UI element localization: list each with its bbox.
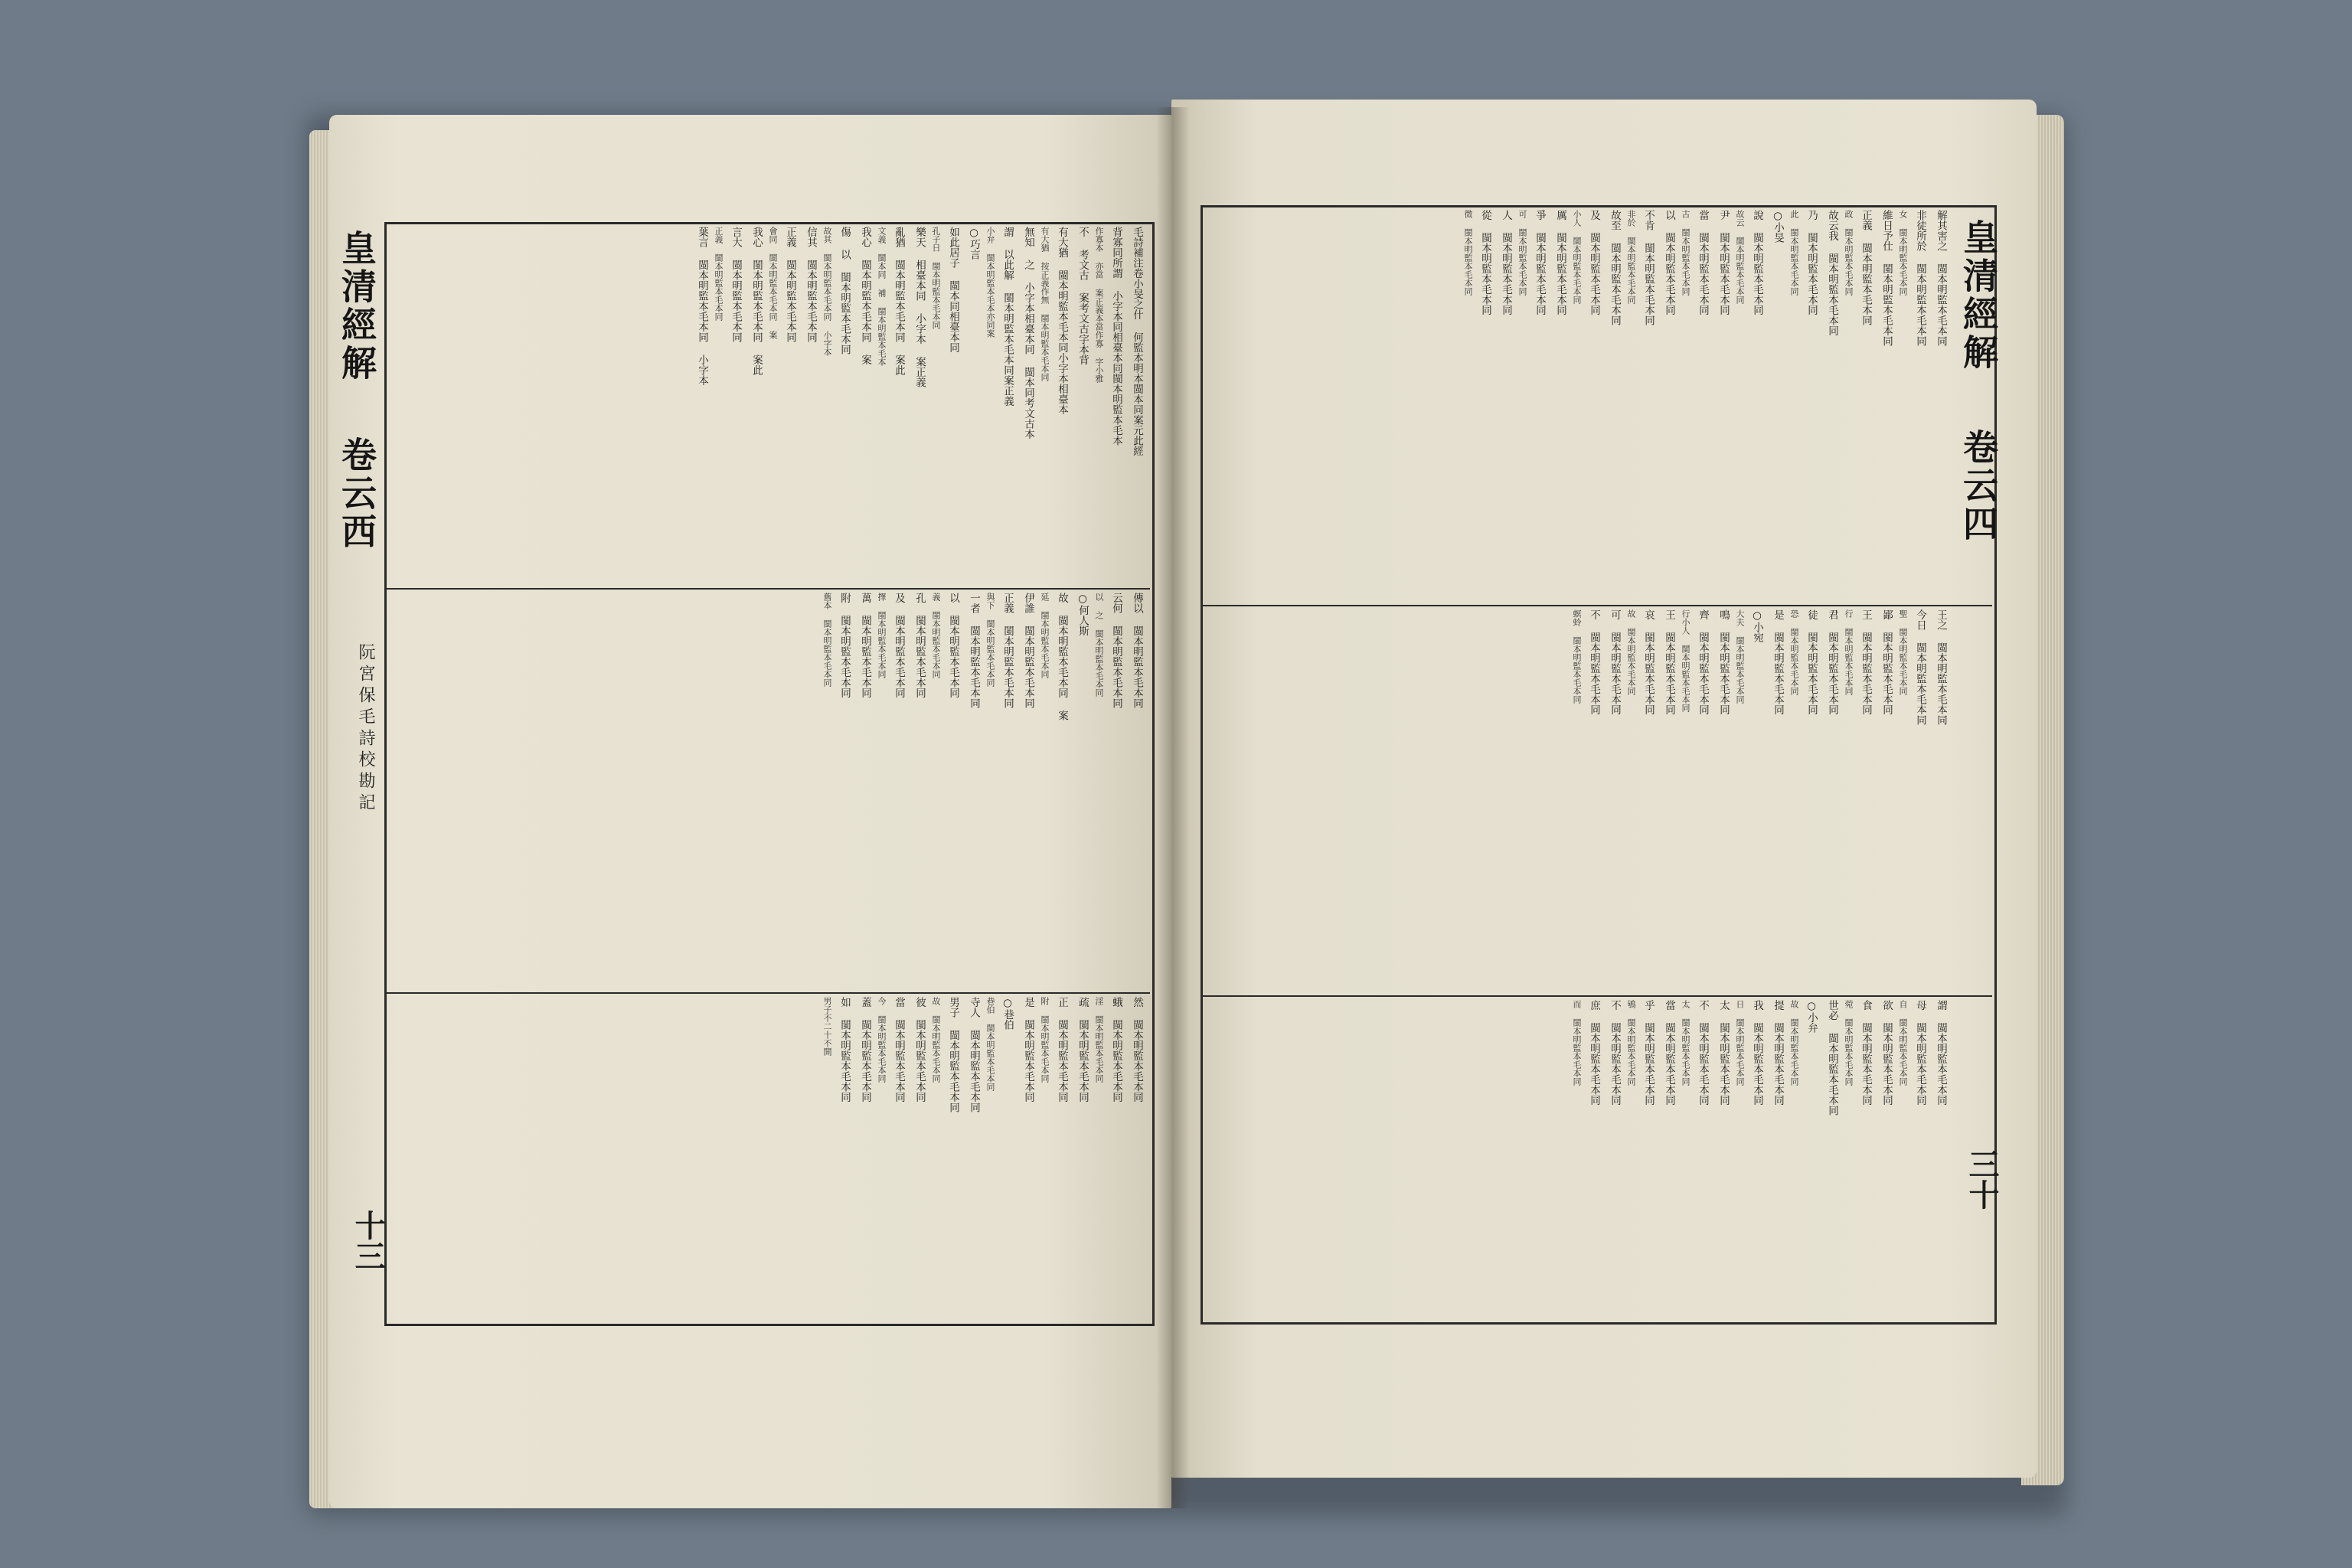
text-column: 可 閩本明監本毛本同	[1517, 210, 1527, 296]
text-column: 無知 之 小字本相臺本同 閩本同考文古本	[1022, 227, 1034, 439]
text-column: 如此居子 閩本同相臺本同	[947, 227, 959, 353]
text-column: 行小人 閩本明監本毛本同	[1681, 609, 1690, 712]
text-column: 人 閩本明監本毛本同	[1500, 210, 1512, 315]
text-column: 信其 閩本明監本毛本同	[805, 227, 817, 342]
text-column: 大夫 閩本明監本毛本同	[1735, 609, 1745, 704]
text-column: 正義 閩本明監本毛本同	[1860, 210, 1872, 325]
left-page-volume: 卷云西	[336, 436, 377, 551]
text-column: 今 閩本明監本毛本同	[877, 997, 887, 1083]
left-page-attribution: 阮宮保毛詩校勘記	[356, 643, 375, 815]
text-column: 可 閩本明監本毛本同	[1609, 609, 1621, 715]
right-page-middle-band	[1207, 609, 1951, 992]
text-column: 寺人 閩本明監本毛本同	[968, 997, 980, 1112]
text-column: 不 閩本明監本毛本同	[1609, 1000, 1621, 1106]
right-page-top-band	[1207, 210, 1951, 602]
text-column: 巷伯 閩本明監本毛本同	[985, 997, 995, 1091]
text-column: 我心 閩本明監本毛本同 案此	[750, 227, 763, 375]
text-column: 亂猶 閩本明監本毛本同 案此	[893, 227, 905, 375]
text-column: 蛾 閩本明監本毛本同	[1110, 997, 1122, 1102]
text-column: 舊本 閩本明監本毛本同	[822, 593, 832, 687]
text-column: 疏 閩本明監本毛本同	[1076, 997, 1089, 1102]
text-column: 擇 閩本明監本毛本同	[877, 593, 887, 678]
text-column: 故云 閩本明監本毛本同	[1735, 210, 1745, 304]
text-column: 王 閩本明監本毛本同	[1860, 609, 1872, 715]
text-column: 太 閩本明監本毛本同	[1717, 1000, 1730, 1106]
text-column: 欲 閩本明監本毛本同	[1880, 1000, 1893, 1106]
text-column: 正 閩本明監本毛本同	[1056, 997, 1068, 1102]
text-column: 王 閩本明監本毛本同	[1663, 609, 1675, 715]
text-column: 政 閩本明監本毛本同	[1844, 210, 1854, 296]
text-column: 故 閩本明監本毛本同	[1789, 1000, 1799, 1086]
text-column: 食 閩本明監本毛本同	[1860, 1000, 1872, 1106]
text-column: 解其害之 閩本明監本毛本同	[1935, 210, 1947, 346]
text-column: 鄙 閩本明監本毛本同	[1880, 609, 1893, 715]
text-column: 樂天 相臺本同 小字本 案正義	[913, 227, 926, 387]
text-column: 鴝 閩本明監本毛本同	[1626, 1000, 1636, 1086]
text-column: 故至 閩本明監本毛本同	[1609, 210, 1621, 325]
text-column: 哀 閩本明監本毛本同	[1642, 609, 1655, 715]
text-column: 云何 閩本明監本毛本同	[1110, 593, 1122, 708]
text-column: 萬 閩本明監本毛本同	[859, 593, 871, 698]
text-column: 齊 閩本明監本毛本同	[1697, 609, 1709, 715]
book-gutter	[1156, 107, 1190, 1508]
text-column: 小人 閩本明監本毛本同	[1572, 210, 1582, 304]
text-column: 故其 閩本明監本毛本同 小字本	[822, 227, 832, 356]
section-heading-column: ○小宛	[1751, 609, 1763, 642]
section-heading-column: ○小弁	[1805, 1000, 1818, 1033]
text-column: 自 閩本明監本毛本同	[1898, 1000, 1908, 1086]
text-column: 以 閩本明監本毛本同	[947, 593, 959, 698]
text-column: 行 閩本明監本毛本同	[1844, 609, 1854, 695]
text-column: 言大 閩本明監本毛本同	[730, 227, 742, 342]
text-column: 螟蛉 閩本明監本毛本同	[1572, 609, 1582, 704]
text-column: 正義 閩本明監本毛本同	[1001, 593, 1014, 708]
right-page-bottom-band	[1207, 1000, 1951, 1317]
text-column: 蓋 閩本明監本毛本同	[859, 997, 871, 1102]
left-page-top-band	[390, 227, 1147, 585]
text-column: 故云我 閩本明監本毛本同	[1826, 210, 1838, 336]
text-column: 維日予仕 閩本明監本毛本同	[1880, 210, 1893, 346]
text-column: 不 閩本明監本毛本同	[1588, 609, 1600, 715]
text-column: 不 考文古 案考文古字本背	[1076, 227, 1089, 365]
text-column: 義 閩本明監本毛本同	[931, 593, 941, 678]
text-column: 葉言 閩本明監本毛本同 小字本	[696, 227, 708, 386]
text-column: 作寡本 亦當 案正義本當作寡 字小雅	[1094, 227, 1104, 383]
text-column: 徒 閩本明監本毛本同	[1805, 609, 1818, 715]
section-heading-column: ○巧言	[968, 227, 980, 260]
text-column: 謂 閩本明監本毛本同	[1935, 1000, 1947, 1106]
right-page-volume: 卷云四	[1958, 429, 1999, 544]
text-column: 爭 閩本明監本毛本同	[1534, 210, 1546, 315]
text-column: 我心 閩本明監本毛本同 案	[859, 227, 871, 365]
left-page-middle-band	[390, 593, 1147, 989]
text-column: 與下 閩本明監本毛本同	[985, 593, 995, 687]
text-column: 背寡同所謂 小字本同相臺本同閩本明監本毛本	[1110, 227, 1122, 446]
text-column: 日 閩本明監本毛本同	[1735, 1000, 1745, 1086]
text-column: 女 閩本明監本毛本同	[1898, 210, 1908, 296]
text-column: 非於 閩本明監本毛本同	[1626, 210, 1636, 304]
text-column: 正義 閩本明監本毛本同	[714, 227, 724, 321]
text-column: 謂 以此解 閩本明監本毛本同案正義	[1001, 227, 1014, 407]
text-column: 不 閩本明監本毛本同	[1697, 1000, 1709, 1106]
section-heading-column: ○小旻	[1772, 210, 1784, 243]
text-column: 傷 以 閩本明監本毛本同	[838, 227, 851, 354]
text-column: 恐 閩本明監本毛本同	[1789, 609, 1799, 695]
text-column: 會同 閩本明監本毛本同 案	[768, 227, 778, 339]
right-band-divider-2	[1203, 995, 1992, 997]
text-column: 文義 閩本同 補 閩本明監本毛本	[877, 227, 887, 366]
text-column: 彼 閩本明監本毛本同	[913, 997, 926, 1102]
text-column: 是 閩本明監本毛本同	[1022, 997, 1034, 1102]
text-column: 非徒所於 閩本明監本毛本同	[1914, 210, 1926, 346]
text-column: 毛詩補注卷小旻之什 何監本明本閩本同案元此經	[1131, 227, 1143, 456]
text-column: 及 閩本明監本毛本同	[1588, 210, 1600, 315]
text-column: 乎 閩本明監本毛本同	[1642, 1000, 1655, 1106]
text-column: 男子 閩本明監本毛本同	[947, 997, 959, 1112]
text-column: 是 閩本明監本毛本同	[1772, 609, 1784, 715]
left-band-divider-2	[387, 992, 1150, 994]
text-column: 乃 閩本明監本毛本同	[1805, 210, 1818, 315]
right-band-divider-1	[1203, 605, 1992, 606]
text-column: 厲 閩本明監本毛本同	[1554, 210, 1566, 315]
text-column: 以 閩本明監本毛本同	[1663, 210, 1675, 315]
text-column: 當 閩本明監本毛本同	[893, 997, 905, 1102]
text-column: 世必 閩本明監本毛本同	[1826, 1000, 1838, 1116]
text-column: 正義 閩本明監本毛本同	[784, 227, 796, 342]
text-column: 今日 閩本明監本毛本同	[1914, 609, 1926, 725]
text-column: 故 閩本明監本毛本同	[1626, 609, 1636, 695]
text-column: 故 閩本明監本毛本同 案	[1056, 593, 1068, 720]
section-heading-column: ○巷伯	[1001, 997, 1014, 1030]
text-column: 太 閩本明監本毛本同	[1681, 1000, 1690, 1086]
right-page-number: 三十	[1964, 1148, 2000, 1210]
text-column: 以 之 閩本明監本毛本同	[1094, 593, 1104, 697]
text-column: 從 閩本明監本毛本同	[1479, 210, 1491, 315]
text-column: 古 閩本明監本毛本同	[1681, 210, 1690, 296]
left-page-number: 十三	[350, 1210, 386, 1271]
text-column: 不肯 閩本明監本毛本同	[1642, 210, 1655, 325]
text-column: 小弁 閩本明監本毛本亦同案	[985, 227, 995, 338]
text-column: 延 閩本明監本毛本同	[1040, 593, 1050, 678]
text-column: 王之 閩本明監本毛本同	[1935, 609, 1947, 725]
text-column: 聖 閩本明監本毛本同	[1898, 609, 1908, 695]
text-column: 附 閩本明監本毛本同	[838, 593, 851, 698]
text-column: 而 閩本明監本毛本同	[1572, 1000, 1582, 1086]
text-column: 當 閩本明監本毛本同	[1663, 1000, 1675, 1106]
text-column: 提 閩本明監本毛本同	[1772, 1000, 1784, 1106]
text-column: 此 閩本明監本毛本同	[1789, 210, 1799, 296]
text-column: 如 閩本明監本毛本同	[838, 997, 851, 1102]
text-column: 母 閩本明監本毛本同	[1914, 1000, 1926, 1106]
text-column: 故 閩本明監本毛本同	[931, 997, 941, 1083]
text-column: 鳴 閩本明監本毛本同	[1717, 609, 1730, 715]
text-column: 菀 閩本明監本毛本同	[1844, 1000, 1854, 1086]
text-column: 孔 閩本明監本毛本同	[913, 593, 926, 698]
text-column: 淫 閩本明監本毛本同	[1094, 997, 1104, 1083]
text-column: 庶 閩本明監本毛本同	[1588, 1000, 1600, 1106]
left-page-bottom-band	[390, 997, 1147, 1318]
text-column: 君 閩本明監本毛本同	[1826, 609, 1838, 715]
text-column: 當 閩本明監本毛本同	[1697, 210, 1709, 315]
left-page-title: 皇清經解	[336, 230, 377, 383]
text-column: 孔子日 閩本明監本毛本同	[931, 227, 941, 329]
right-page-title: 皇清經解	[1958, 219, 1999, 372]
text-column: 一者 閩本明監本毛本同	[968, 593, 980, 708]
left-band-divider-1	[387, 588, 1150, 590]
text-column: 尹 閩本明監本毛本同	[1717, 210, 1730, 315]
text-column: 有大猶 按正義作無 閩本明監本毛本同	[1040, 227, 1050, 381]
text-column: 附 閩本明監本毛本同	[1040, 997, 1050, 1083]
section-heading-column: ○何人斯	[1076, 593, 1089, 636]
text-column: 然 閩本明監本毛本同	[1131, 997, 1143, 1102]
text-column: 伊誰 閩本明監本毛本同	[1022, 593, 1034, 708]
text-column: 及 閩本明監本毛本同	[893, 593, 905, 698]
text-column: 說 閩本明監本毛本同	[1751, 210, 1763, 315]
text-column: 我 閩本明監本毛本同	[1751, 1000, 1763, 1106]
text-column: 有大猶 閩本明監本毛本同小字本相臺本	[1056, 227, 1068, 415]
text-column: 微 閩本明監本毛本同	[1463, 210, 1473, 296]
text-column: 男子不二十不開	[822, 997, 832, 1056]
text-column: 傳以 閩本明監本毛本同	[1131, 593, 1143, 708]
